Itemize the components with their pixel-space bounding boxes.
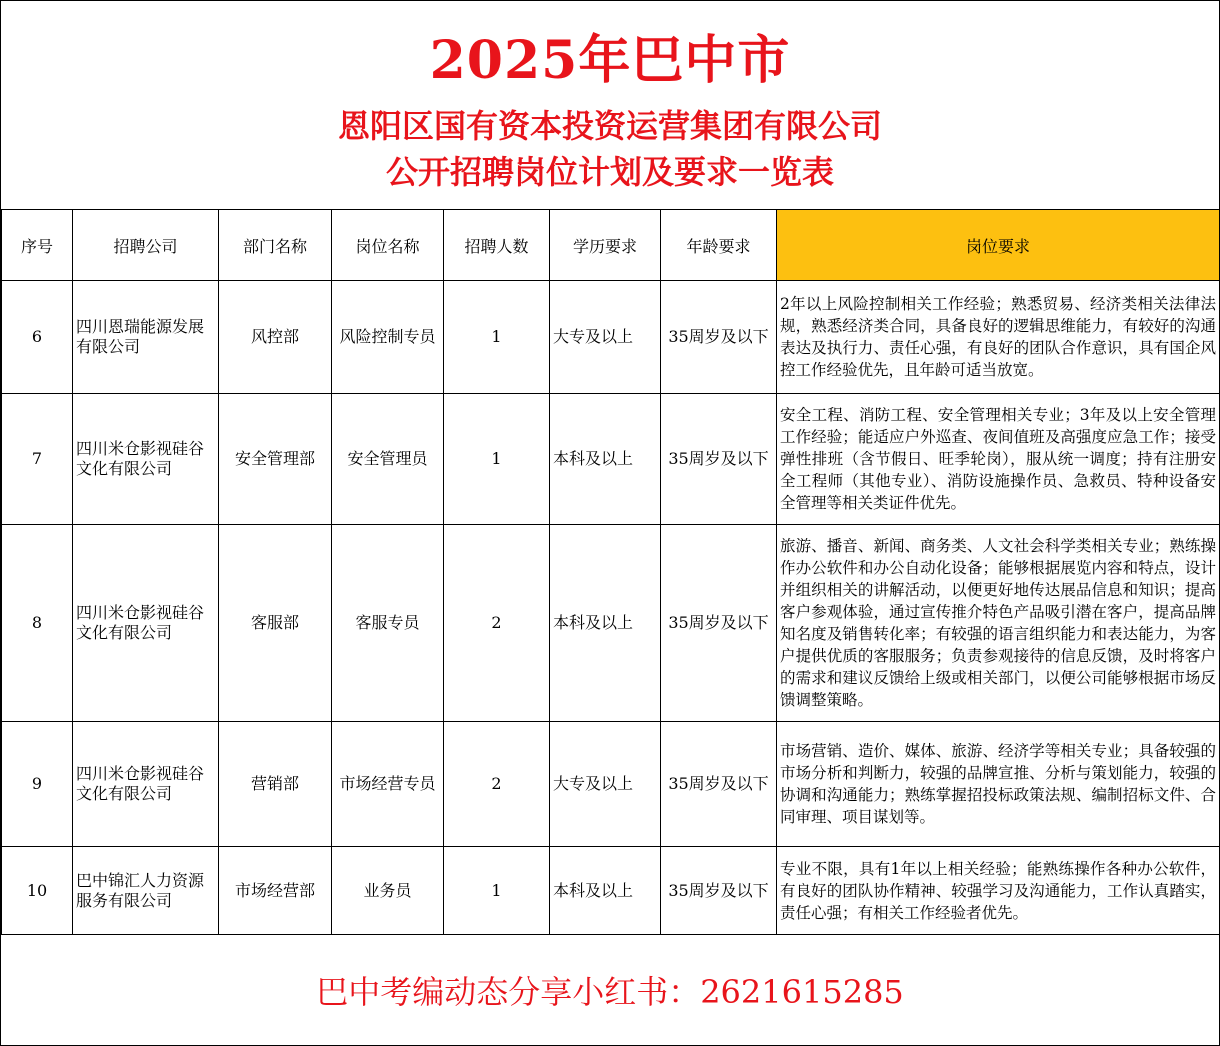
cell-position: 市场经营专员	[332, 722, 444, 847]
table-row	[2, 722, 1220, 847]
cell-no: 6	[2, 281, 73, 394]
cell-education: 大专及以上	[550, 281, 661, 394]
cell-count: 2	[444, 525, 550, 722]
cell-no: 7	[2, 394, 73, 525]
header-company: 招聘公司	[73, 210, 219, 281]
header-department: 部门名称	[219, 210, 332, 281]
cell-department: 风控部	[219, 281, 332, 394]
title-table-name: 公开招聘岗位计划及要求一览表	[385, 153, 834, 191]
cell-position: 安全管理员	[332, 394, 444, 525]
cell-no: 10	[2, 847, 73, 935]
cell-company: 四川米仓影视硅谷文化有限公司	[73, 525, 219, 722]
cell-education: 本科及以上	[550, 847, 661, 935]
cell-company: 四川米仓影视硅谷文化有限公司	[73, 722, 219, 847]
cell-department: 安全管理部	[219, 394, 332, 525]
cell-department: 营销部	[219, 722, 332, 847]
table-row	[2, 847, 1220, 935]
header-no: 序号	[2, 210, 73, 281]
cell-no: 8	[2, 525, 73, 722]
footer-share-text: 巴中考编动态分享小红书：2621615285	[316, 973, 904, 1011]
cell-requirements: 安全工程、消防工程、安全管理相关专业；3年及以上安全管理工作经验；能适应户外巡查、夜间值班及高强度应急工作；接受弹性排班（含节假日、旺季轮岗），服从统一调度；持有注册安全工程师（其他专业）、消防设施操作员、急救员、特种设备安全管理等相关类证件优先。	[777, 394, 1220, 525]
cell-age: 35周岁及以下	[661, 394, 777, 525]
title-company: 恩阳区国有资本投资运营集团有限公司	[337, 107, 882, 145]
cell-count: 1	[444, 281, 550, 394]
cell-position: 客服专员	[332, 525, 444, 722]
cell-department: 市场经营部	[219, 847, 332, 935]
cell-education: 本科及以上	[550, 525, 661, 722]
table-row	[2, 525, 1220, 722]
table-row	[2, 394, 1220, 525]
cell-education: 大专及以上	[550, 722, 661, 847]
cell-position: 业务员	[332, 847, 444, 935]
header-count: 招聘人数	[444, 210, 550, 281]
cell-requirements: 专业不限，具有1年以上相关经验；能熟练操作各种办公软件，有良好的团队协作精神、较强学习及沟通能力，工作认真踏实，责任心强；有相关工作经验者优先。	[777, 847, 1220, 935]
cell-count: 2	[444, 722, 550, 847]
cell-age: 35周岁及以下	[661, 847, 777, 935]
footer	[1, 933, 1219, 1045]
table-header-row	[2, 210, 1220, 281]
header-education: 学历要求	[550, 210, 661, 281]
header-requirements: 岗位要求	[777, 210, 1220, 281]
cell-company: 巴中锦汇人力资源服务有限公司	[73, 847, 219, 935]
header-age: 年龄要求	[661, 210, 777, 281]
table-row	[2, 281, 1220, 394]
cell-department: 客服部	[219, 525, 332, 722]
cell-education: 本科及以上	[550, 394, 661, 525]
cell-count: 1	[444, 394, 550, 525]
cell-company: 四川恩瑞能源发展有限公司	[73, 281, 219, 394]
cell-company: 四川米仓影视硅谷文化有限公司	[73, 394, 219, 525]
cell-requirements: 旅游、播音、新闻、商务类、人文社会科学类相关专业；熟练操作办公软件和办公自动化设备；能够根据展览内容和特点，设计并组织相关的讲解活动，以便更好地传达展品信息和知识；提高客户参观体验，通过宣传推介特色产品吸引潜在客户，提高品牌知名度及销售转化率；有较强的语言组织能力和表达能力，为客户提供优质的客服服务；负责参观接待的信息反馈，及时将客户的需求和建议反馈给上级或相关部门，以便公司能够根据市场反馈调整策略。	[777, 525, 1220, 722]
title-block	[1, 1, 1219, 209]
title-year-city: 2025年巴中市	[429, 30, 791, 91]
header-position: 岗位名称	[332, 210, 444, 281]
cell-no: 9	[2, 722, 73, 847]
positions-table	[1, 209, 1220, 935]
cell-requirements: 市场营销、造价、媒体、旅游、经济学等相关专业；具备较强的市场分析和判断力，较强的品牌宣推、分析与策划能力，较强的协调和沟通能力；熟练掌握招投标政策法规、编制招标文件、合同审理、项目谋划等。	[777, 722, 1220, 847]
cell-age: 35周岁及以下	[661, 525, 777, 722]
cell-requirements: 2年以上风险控制相关工作经验；熟悉贸易、经济类相关法律法规，熟悉经济类合同，具备良好的逻辑思维能力，有较好的沟通表达及执行力、责任心强，有良好的团队合作意识，具有国企风控工作经验优先，且年龄可适当放宽。	[777, 281, 1220, 394]
cell-count: 1	[444, 847, 550, 935]
cell-position: 风险控制专员	[332, 281, 444, 394]
cell-age: 35周岁及以下	[661, 281, 777, 394]
cell-age: 35周岁及以下	[661, 722, 777, 847]
